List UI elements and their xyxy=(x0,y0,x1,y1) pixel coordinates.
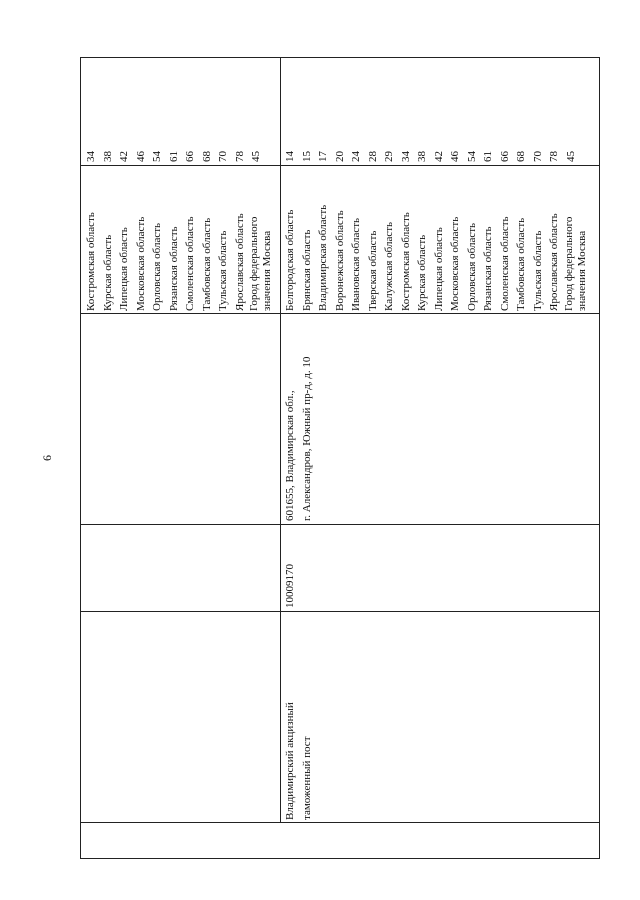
region-name: Московская область xyxy=(134,216,147,311)
region-code: 66 xyxy=(498,151,511,162)
region-code: 78 xyxy=(548,151,560,162)
region-code: 45 xyxy=(564,151,577,162)
region-name: Ярославская область xyxy=(233,213,246,311)
customs-table xyxy=(80,57,600,859)
row2-post-code xyxy=(282,564,299,608)
region-code: 70 xyxy=(217,151,229,162)
region-code: 46 xyxy=(134,151,147,162)
region-code: 29 xyxy=(383,151,395,162)
region-code: 15 xyxy=(300,151,313,162)
region-code: 38 xyxy=(101,151,114,162)
region-name: Рязанская область xyxy=(482,226,494,311)
region-name: Смоленская область xyxy=(498,216,511,311)
region-name: Московская область xyxy=(449,216,461,311)
post-name-line: таможенный пост xyxy=(300,736,313,820)
row1-code-list xyxy=(83,151,265,162)
region-name: Рязанская область xyxy=(167,226,180,311)
address-line: г. Александров, Южный пр-д, д. 10 xyxy=(300,356,313,521)
region-name: Тверская область xyxy=(366,230,379,311)
region-code: 61 xyxy=(167,151,180,162)
region-code: 38 xyxy=(416,151,428,162)
region-name: значения Москва xyxy=(575,230,588,311)
region-name: Калужская область xyxy=(383,221,395,311)
separator-code-address xyxy=(81,524,599,525)
region-code: 68 xyxy=(200,151,213,162)
region-code: 20 xyxy=(333,151,346,162)
region-code: 66 xyxy=(184,151,196,162)
region-code: 54 xyxy=(465,151,478,162)
region-code: 45 xyxy=(250,151,262,162)
region-code: 42 xyxy=(432,151,445,162)
region-code: 42 xyxy=(118,151,130,162)
region-name: Костромская область xyxy=(399,212,412,311)
separator-address-region xyxy=(81,313,599,314)
region-name: Город федерального xyxy=(562,216,575,311)
row2-region-list xyxy=(282,205,589,311)
region-name: Курская область xyxy=(416,234,428,311)
row2-post-name xyxy=(282,702,315,820)
region-name: Орловская область xyxy=(465,222,478,311)
region-name: Тульская область xyxy=(217,230,229,311)
region-code: 34 xyxy=(85,151,97,162)
region-name: Тульская область xyxy=(531,230,544,311)
region-name: Ивановская область xyxy=(350,217,362,311)
separator-name-code xyxy=(81,611,599,612)
row-separator xyxy=(280,58,281,822)
region-code: 17 xyxy=(317,151,329,162)
region-name: Воронежская область xyxy=(333,210,346,311)
region-name: Костромская область xyxy=(85,212,97,311)
post-code: 10009170 xyxy=(284,564,296,608)
region-name: Город федерального xyxy=(248,216,260,311)
region-name: Орловская область xyxy=(151,222,163,311)
row2-address xyxy=(282,357,315,521)
region-code: 14 xyxy=(284,151,296,162)
row1-region-list xyxy=(83,212,274,311)
region-name: Брянская область xyxy=(300,229,313,311)
region-code: 68 xyxy=(515,151,527,162)
region-name: Тамбовская область xyxy=(515,217,527,311)
region-code: 61 xyxy=(482,151,494,162)
region-name: Липецкая область xyxy=(118,227,130,311)
region-name: Тамбовская область xyxy=(200,217,213,311)
region-name: Липецкая область xyxy=(432,227,445,311)
separator-region-code xyxy=(81,165,599,166)
region-name: Смоленская область xyxy=(184,216,196,311)
region-code: 78 xyxy=(233,151,246,162)
post-name-line: Владимирский акцизный xyxy=(284,702,296,820)
region-name: Белгородская область xyxy=(284,209,296,311)
region-name: Владимирская область xyxy=(317,204,329,311)
region-code: 24 xyxy=(350,151,362,162)
region-code: 54 xyxy=(151,151,163,162)
region-name: Курская область xyxy=(101,234,114,311)
row2-code-list xyxy=(282,151,579,162)
region-code: 70 xyxy=(531,151,544,162)
page-number: 6 xyxy=(40,455,54,461)
address-line: 601655, Владимирская обл., xyxy=(284,390,296,521)
region-code: 46 xyxy=(449,151,461,162)
separator-number-name xyxy=(81,822,599,823)
region-name: значения Москва xyxy=(261,230,273,311)
region-code: 28 xyxy=(366,151,379,162)
region-name: Ярославская область xyxy=(548,213,560,311)
region-code: 34 xyxy=(399,151,412,162)
